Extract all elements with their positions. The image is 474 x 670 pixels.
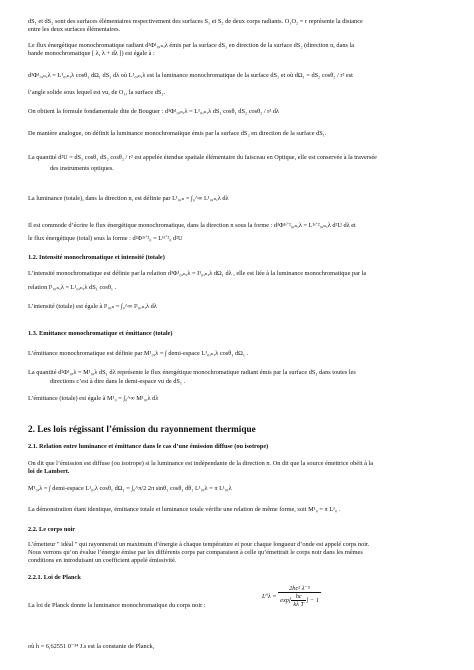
text-line: La démonstration étant identique, émittance totale et luminance totale vérifie une relation de même forme, soit M¹₀ = π L¹₀ .: [28, 506, 341, 513]
text-line: L’émetteur " idéal " qui rayonnerait un maximum d’énergie à chaque température et pour chaque longueur d’onde est appelé corps noir.: [28, 541, 370, 548]
planck-exp-den: kλ T: [293, 601, 304, 608]
text-line: De manière analogue, on définit la luminance monochromatique émis par la surface dS₂ en direction de la surface dS₁.: [28, 130, 327, 137]
planck-formula: [262, 585, 321, 608]
text-line: La loi de Planck donne la luminance monochromatique du corps noir :: [28, 602, 206, 609]
text-line: le flux énergétique (total) sous la forme : d²Φ¹ˢ˚²₀ = L¹ˢ˚²₀ d²U: [28, 235, 183, 242]
equation-etendue: La quantité d²U = dS₁ cosθ₁ dS₂ cosθ₂ / r² est appelée étendue spatiale élémentaire du faisceau en Optique, elle est conservée à la traversée: [28, 154, 377, 161]
section-heading: 2.1. Relation entre luminance et émittance dans le cas d’une émission diffuse (ou isotrope): [28, 443, 269, 450]
text-line: loi de Lambert.: [28, 468, 70, 475]
text-line: directions c’est à dire dans le demi-espace vu de dS₁ .: [50, 378, 186, 385]
equation-bouguer: On obtient la formule fondamentale dite de Bouguer : d³Φ¹₀,ₙ,λ = L¹₀,ₙ,λ dS₁ cosθ₁ dS₂ cosθ₂ / r² dλ: [28, 108, 279, 115]
planck-fraction: [278, 585, 321, 608]
section-heading: 2.2. Le corps noir: [28, 526, 76, 533]
text-line: dS₁ et dS₂ sont des surfaces élémentaires respectivement des surfaces S₁ et S₂ de deux corps radiants. O₁O₂ = r représente la distance: [28, 18, 363, 25]
planck-lhs: L⁰λ =: [262, 593, 277, 600]
equation-intensite: L’intensité (totale) est égale à I¹₀,ₙ = ∫₀^∞ I¹₀,ₙ,λ dλ: [28, 303, 157, 310]
text-line: bande monochromatique [ λ, λ + dλ ]) est égale à :: [28, 50, 155, 57]
text-line: relation I¹₀,ₙ,λ = L¹₀,ₙ,λ dS₁ cosθ₁ .: [28, 284, 117, 291]
planck-exp-num: hc: [291, 593, 306, 601]
text-line: entre les deux surfaces élémentaires.: [28, 26, 121, 33]
equation-lambert: M¹₀,λ = ∫ demi-espace L¹₀,λ cosθ₁ dΩ₁ = ∫₀^π/2 2π sinθ₁ cosθ₁ dθ₁ L¹₀,λ = π L¹₀,λ: [28, 485, 232, 492]
text-line: Le flux énergétique monochromatique radiant d³Φ¹₀,ₙ,λ émis par la surface dS₁ en direction de la surface dS₂ (direction n, dans la: [28, 42, 355, 49]
text-line: On dit que l’émission est diffuse (ou isotrope) si la luminance est indépendante de la direction n. On dit que la source émettrice obéit à la: [28, 460, 374, 467]
section-heading: 2.2.1. Loi de Planck: [28, 574, 81, 581]
equation-luminance-totale: La luminance (totale), dans la direction n, est définie par L¹₀,ₙ = ∫₀^∞ L¹₀,ₙ,λ dλ: [28, 195, 229, 202]
equation-emittance: L’émittance monochromatique est définie par M¹₀,λ = ∫ demi-espace L¹₀,ₙ,λ cosθ₁ dΩ₁ .: [28, 350, 249, 357]
text-line: des instruments optiques.: [50, 165, 114, 172]
equation-emittance-totale: L’émittance (totale) est égale à M¹₀ = ∫₀^∞ M¹₀,λ dλ: [28, 395, 159, 402]
text-line: Il est commode d’écrire le flux énergétique monochromatique, dans la direction n sous la forme : d³Φ¹ˢ˚²₀,ₙ,λ = L¹ˢ˚²₀,ₙ,λ d²U dλ et: [28, 222, 356, 229]
section-heading: 1.3. Emittance monochromatique et émittance (totale): [28, 330, 173, 337]
planck-numerator: 2hc² λ⁻⁵: [278, 585, 321, 593]
section-heading: 1.2. Intensité monochromatique et intensité (totale): [28, 254, 165, 261]
planck-exp-open: exp[: [280, 596, 292, 604]
planck-exp-close: ] − 1: [305, 596, 319, 604]
text-line: l’angle solide sous lequel est vu, de O₁, la surface dS₂.: [28, 89, 166, 96]
chapter-heading: 2. Les lois régissant l’émission du rayonnement thermique: [28, 424, 256, 434]
text-line: où h = 6,62551 0⁻³⁴ J.s est la constante de Planck,: [28, 643, 155, 650]
planck-denominator: [278, 593, 321, 608]
text-line: La quantité d²Φ¹₀,λ = M¹₀,λ dS₁ dλ représente le flux énergétique monochromatique radiant émis par la surface dS₁ dans toutes les: [28, 369, 356, 376]
text-line: conditions en introduisant un coefficient appelé émissivité.: [28, 557, 177, 564]
text-line: L’intensité monochromatique est définie par la relation d³Φ¹₀,ₙ,λ = I¹₀,ₙ,λ dΩ₁ dλ , elle est liée à la luminance monochromatique par la: [28, 270, 367, 277]
planck-exp-fraction: [291, 593, 306, 608]
equation-luminance: d³Φ¹₀,ₙ,λ = L¹₀,ₙ,λ cosθ₁ dΩ₁ dS₁ dλ où L¹₀,ₙ,λ est la luminance monochromatique de la surface dS₁ et où dΩ₁ = dS₂ cosθ₂ / r² est: [28, 72, 353, 79]
text-line: Nous verrons qu’on évalue l’énergie émise par les différents corps par comparaison à celle qu’émettrait le corps noir dans les mêmes: [28, 549, 363, 556]
